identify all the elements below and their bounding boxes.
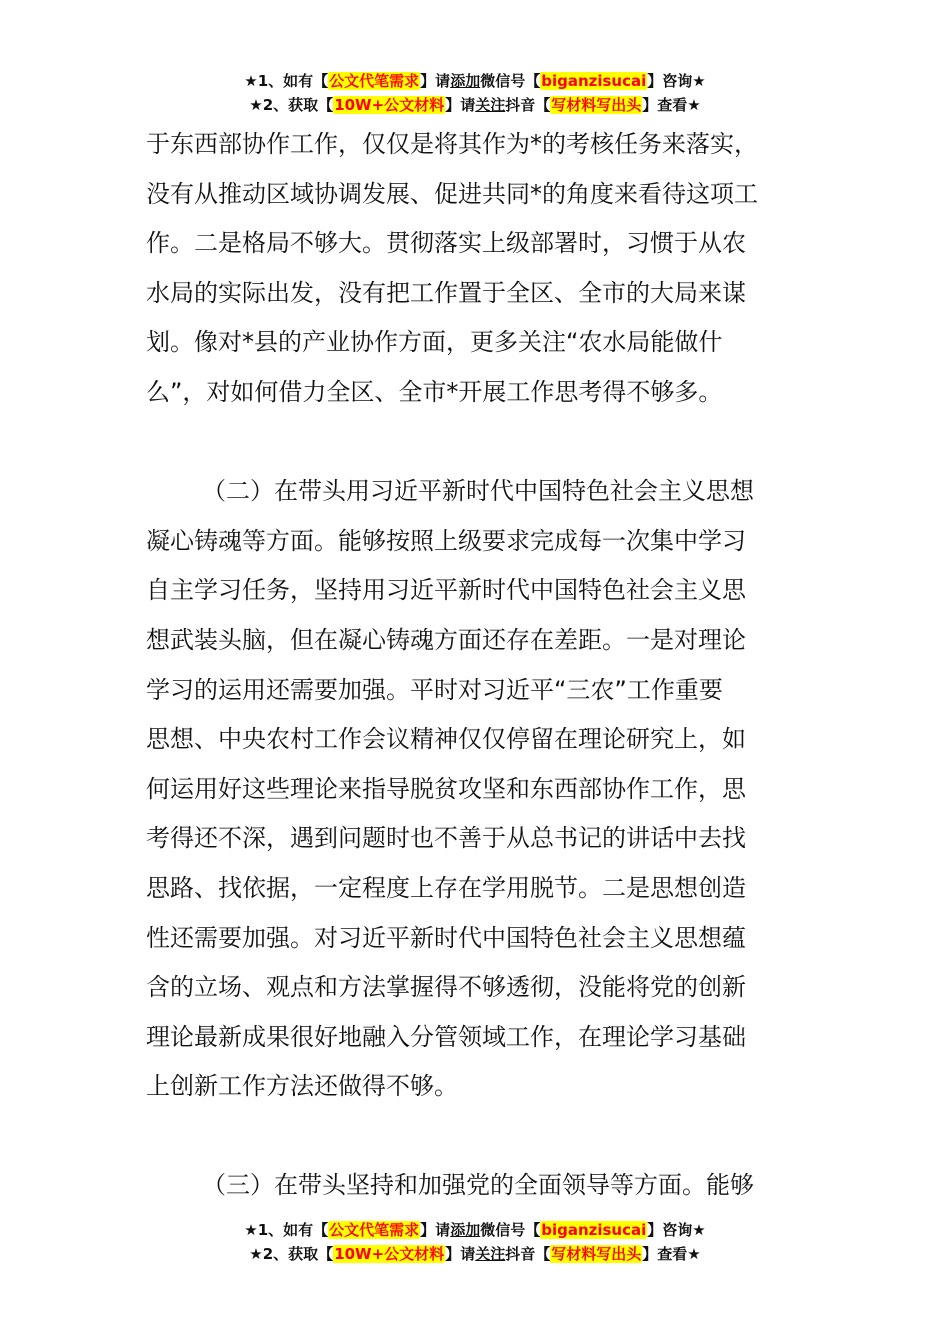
text-line: 划。像对*县的产业协作方面，更多关注“农水局能做什 xyxy=(146,328,723,357)
banner-line-2: ★2、获取【10W+公文材料】请关注抖音【写材料写出头】查看★ xyxy=(249,96,701,114)
text-line: 含的立场、观点和方法掌握得不够透彻，没能将党的创新 xyxy=(146,973,746,1002)
text-line: 上创新工作方法还做得不够。 xyxy=(146,1072,458,1101)
banner-line-1: ★1、如有【公文代笔需求】请添加微信号【biganzisucai】咨询★ xyxy=(244,72,706,90)
text-line: （三）在带头坚持和加强党的全面领导等方面。能够 xyxy=(202,1171,754,1200)
text-line: 自主学习任务，坚持用习近平新时代中国特色社会主义思 xyxy=(146,576,746,605)
paragraph-1 xyxy=(146,120,808,418)
banner-line-1: ★1、如有【公文代笔需求】请添加微信号【biganzisucai】咨询★ xyxy=(244,1221,706,1239)
wechat-id: biganzisucai xyxy=(541,1221,647,1239)
text-line: 水局的实际出发，没有把工作置于全区、全市的大局来谋 xyxy=(146,278,746,307)
text-line: 何运用好这些理论来指导脱贫攻坚和东西部协作工作，思 xyxy=(146,774,746,803)
text-line: 理论最新成果很好地融入分管领域工作，在理论学习基础 xyxy=(146,1022,746,1051)
highlight-text: 10W+公文材料 xyxy=(334,96,445,114)
highlight-text: 公文代笔需求 xyxy=(329,72,420,90)
wechat-id: biganzisucai xyxy=(541,72,647,90)
text-line: 于东西部协作工作，仅仅是将其作为*的考核任务来落实， xyxy=(146,130,758,158)
text-line: 性还需要加强。对习近平新时代中国特色社会主义思想蕴 xyxy=(146,923,746,952)
paragraph-gap xyxy=(146,1112,808,1162)
text-line: 凝心铸魂等方面。能够按照上级要求完成每一次集中学习 xyxy=(146,526,746,555)
footer-banner xyxy=(0,1218,950,1266)
text-line: 没有从推动区域协调发展、促进共同*的角度来看待这项工 xyxy=(146,179,758,208)
douyin-id: 写材料写出头 xyxy=(551,96,642,114)
highlight-text: 公文代笔需求 xyxy=(329,1221,420,1239)
banner-line-2: ★2、获取【10W+公文材料】请关注抖音【写材料写出头】查看★ xyxy=(249,1245,701,1263)
text-line: 思路、找依据，一定程度上存在学用脱节。二是思想创造 xyxy=(146,873,746,902)
paragraph-2 xyxy=(146,467,808,1112)
header-banner xyxy=(0,69,950,117)
text-line: （二）在带头用习近平新时代中国特色社会主义思想 xyxy=(202,477,754,506)
douyin-id: 写材料写出头 xyxy=(551,1245,642,1263)
text-line: 想武装头脑，但在凝心铸魂方面还存在差距。一是对理论 xyxy=(146,625,746,654)
text-line: 考得还不深，遇到问题时也不善于从总书记的讲话中去找 xyxy=(146,824,746,853)
paragraph-gap xyxy=(146,418,808,468)
text-line: 学习的运用还需要加强。平时对习近平“三农”工作重要 xyxy=(146,675,723,704)
paragraph-3 xyxy=(146,1161,808,1211)
highlight-text: 10W+公文材料 xyxy=(334,1245,445,1263)
text-line: 么”，对如何借力全区、全市*开展工作思考得不够多。 xyxy=(146,377,723,406)
text-line: 作。二是格局不够大。贯彻落实上级部署时，习惯于从农 xyxy=(146,229,746,258)
text-line: 思想、中央农村工作会议精神仅仅停留在理论研究上，如 xyxy=(146,725,746,754)
document-body xyxy=(146,120,808,1211)
